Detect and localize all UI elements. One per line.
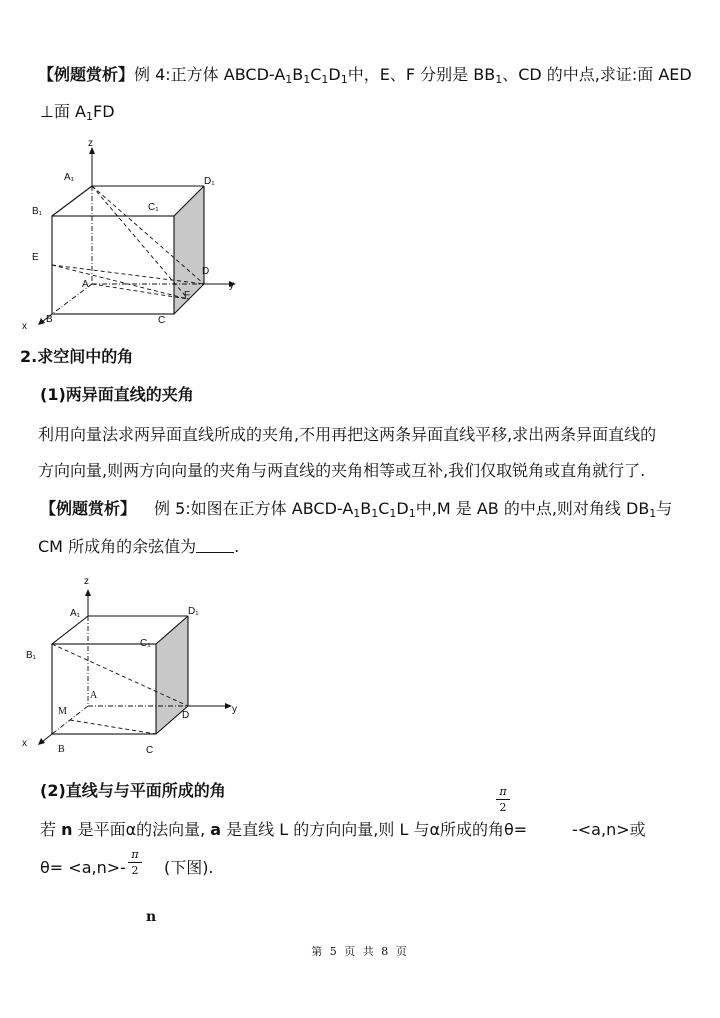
cube-figure-1 [18, 138, 258, 338]
vertex-D1: D₁ [188, 606, 199, 617]
vertex-C: C [158, 315, 166, 326]
axis-z-label: z [88, 138, 93, 149]
example-5-line-2: CM 所成角的余弦值为 . [38, 537, 240, 556]
vertex-A1: A₁ [70, 608, 81, 619]
angle-formula-line-1-end: -<a,n>或 [572, 820, 646, 839]
vertex-D: D [182, 710, 190, 721]
paragraph-line-1: 利用向量法求两异面直线所成的夹角,不用再把这两条异面直线平移,求出两条异面直线的 [38, 425, 657, 444]
vertex-D1: D₁ [204, 176, 215, 187]
axis-x-label: x [22, 321, 27, 332]
vertex-B1: B₁ [26, 650, 37, 661]
subsection-2-title: (2)直线与与平面所成的角 [40, 781, 226, 800]
vertex-C: C [146, 745, 154, 756]
point-E: E [32, 252, 39, 263]
vertex-B1: B₁ [32, 206, 43, 217]
vertex-A: A [90, 690, 98, 701]
point-F: F [184, 290, 191, 301]
vertex-A: A [82, 279, 89, 290]
point-M: M [58, 706, 67, 717]
example-tag: 【例题赏析】 [40, 499, 137, 518]
vertex-D: D [202, 266, 210, 277]
angle-formula-line-2-end: (下图). [164, 858, 214, 877]
example-4-line-2: ⊥面 $A_1FD$ [40, 102, 115, 123]
answer-blank [196, 538, 234, 553]
fraction-pi-over-2-upper: π 2 [496, 785, 510, 814]
page-footer: 第 5 页 共 8 页 [311, 945, 409, 958]
angle-formula-line-1: 若 n 是平面α的法向量, a 是直线 L 的方向向量,则 L 与α所成的角θ= [40, 820, 528, 839]
fraction-pi-over-2-lower: π 2 [128, 848, 142, 877]
example-5-line-1: 【例题赏析】 例 5:如图在正方体 ABCD-$A_1B_1C_1D_1$中,M 是 AB 的中点,则对角线 $DB_1$与 [40, 499, 673, 520]
axis-z-label: z [84, 576, 89, 587]
vertex-B: B [46, 314, 53, 325]
vertex-A1: A₁ [64, 172, 75, 183]
section-title: 2.求空间中的角 [20, 347, 134, 366]
example-4-line-1: 【例题赏析】例 4:正方体 ABCD-$A_1B_1C_1D_1$中，E、F 分别是 $BB_1$、CD 的中点,求证:面 AED [38, 65, 692, 86]
vertex-C1: C₁ [148, 202, 159, 213]
axis-y-label: y [232, 704, 237, 715]
angle-formula-line-2-start: θ= <a,n>- [40, 858, 126, 877]
cube-figure-2 [18, 572, 258, 762]
axis-y-label: y [229, 280, 234, 291]
paragraph-line-2: 方向向量,则两方向向量的夹角与两直线的夹角相等或互补,我们仅取锐角或直角就行了. [38, 461, 646, 480]
axis-x-label: x [22, 738, 27, 749]
normal-vector-label: n [146, 909, 157, 925]
vertex-C1: C₁ [140, 638, 151, 649]
vertex-B: B [58, 744, 65, 755]
example-tag: 【例题赏析】 [38, 65, 135, 84]
subsection-1-title: (1)两异面直线的夹角 [40, 385, 194, 404]
